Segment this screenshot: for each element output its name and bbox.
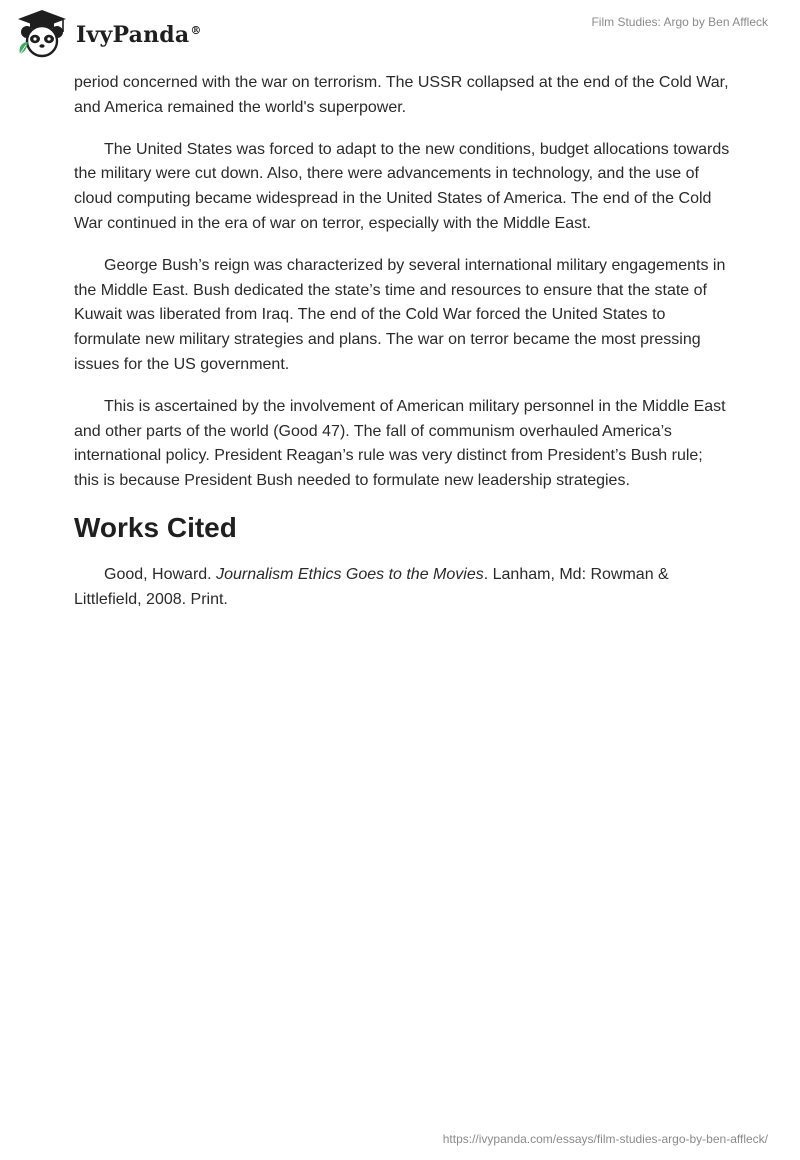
citation-publication: . Lanham, Md: Rowman & Littlefield, 2008. Print. xyxy=(74,565,669,608)
document-title: Film Studies: Argo by Ben Affleck xyxy=(591,15,768,29)
works-cited-heading: Works Cited xyxy=(74,511,237,543)
essay-content xyxy=(74,71,730,630)
essay-paragraph: George Bush’s reign was characterized by several international military engagements in the Middle East. Bush dedicated the state’s time and resources to ensure that the state of Kuwait was liberated from Iraq. The end of the Cold War forced the United States to formulate new military strategies and plans. The war on terror became the most pressing issues for the US government. xyxy=(74,256,726,373)
logo-wordmark: IvyPanda® xyxy=(76,22,202,48)
panda-graduate-logo-icon xyxy=(14,8,70,58)
citation-author: Good, Howard. xyxy=(104,565,217,583)
ivypanda-logo[interactable] xyxy=(14,8,202,58)
page-header xyxy=(0,0,800,70)
citation-title: Journalism Ethics Goes to the Movies xyxy=(216,565,484,583)
essay-paragraph: The United States was forced to adapt to the new conditions, budget allocations towards the military were cut down. Also, there were advancements in technology, and the use of cloud computing became widespread in the United States of America. The end of the Cold War continued in the era of war on terror, especially with the Middle East. xyxy=(74,140,730,232)
essay-paragraph: period concerned with the war on terrorism. The USSR collapsed at the end of the Cold War, and America remained the world's superpower. xyxy=(74,74,729,116)
registered-mark: ® xyxy=(190,23,202,37)
essay-paragraph: This is ascertained by the involvement of American military personnel in the Middle East and other parts of the world (Good 47). The fall of communism overhauled America’s international policy. President Reagan’s rule was very distinct from President’s Bush rule; this is because President Bush needed to formulate new leadership strategies. xyxy=(74,397,726,490)
works-cited-entry xyxy=(74,563,730,613)
source-url[interactable]: https://ivypanda.com/essays/film-studies-argo-by-ben-affleck/ xyxy=(442,1132,768,1146)
